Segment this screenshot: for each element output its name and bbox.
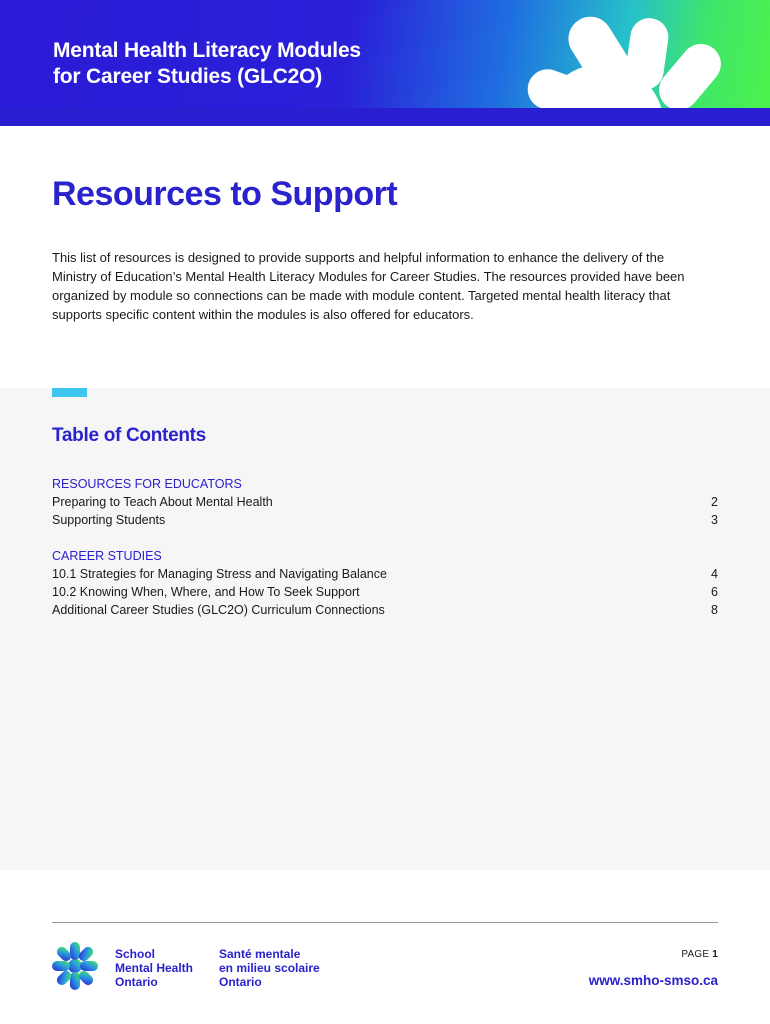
series-title-line1: Mental Health Literacy Modules [53,39,361,62]
toc-entry-label: 10.2 Knowing When, Where, and How To Seek Support [52,585,360,599]
logo-line: School [115,947,156,961]
toc-entry-label: Additional Career Studies (GLC2O) Curriculum Connections [52,603,385,617]
smho-logo-icon [52,942,98,990]
toc-entry[interactable] [52,493,718,511]
logo-line: en milieu scolaire [219,961,320,975]
toc-entry[interactable] [52,565,718,583]
website-link[interactable]: www.smho-smso.ca [588,973,718,988]
toc-entry-label: Preparing to Teach About Mental Health [52,495,273,509]
document-series-title [53,38,493,90]
logo-line: Mental Health [115,961,194,975]
page-header-banner [0,0,770,126]
page-prefix: PAGE [681,949,710,960]
toc-entry-page: 6 [711,585,718,599]
intro-paragraph: This list of resources is designed to provide supports and helpful information to enhance the delivery of the Ministry of Education’s Mental Health Literacy Modules for Career Studies. The resources provided have been organized by module so connections can be made with module content. Targeted mental health literacy that supports specific content within the modules is also offered for educators. [52,250,685,322]
toc-section-career-studies [52,547,718,619]
toc-entry-page: 4 [711,567,718,581]
toc-entry-page: 3 [711,513,718,527]
toc-section-educators [52,475,718,529]
page-number-label [681,949,718,960]
toc-entry-label: Supporting Students [52,513,166,527]
page-number: 1 [712,949,718,960]
logo-line: Ontario [115,975,158,989]
page-title: Resources to Support [52,175,398,213]
toc-entry[interactable] [52,583,718,601]
toc-entry[interactable] [52,511,718,529]
logo-text-french [219,947,320,989]
logo-line: Ontario [219,975,262,989]
toc-title: Table of Contents [52,425,206,446]
accent-bar [52,388,87,397]
logo-line: Santé mentale [219,947,301,961]
toc-section-heading: CAREER STUDIES [52,549,162,563]
toc-entry[interactable] [52,601,718,619]
footer-divider [52,922,718,923]
series-title-line2: for Career Studies (GLC2O) [53,65,323,88]
toc-entry-label: 10.1 Strategies for Managing Stress and Navigating Balance [52,567,387,581]
header-band [0,108,770,126]
toc-section-heading: RESOURCES FOR EDUCATORS [52,477,242,491]
toc-entry-page: 8 [711,603,718,617]
logo-text-english [115,947,193,989]
table-of-contents-panel [0,388,770,870]
toc-entry-page: 2 [711,495,718,509]
